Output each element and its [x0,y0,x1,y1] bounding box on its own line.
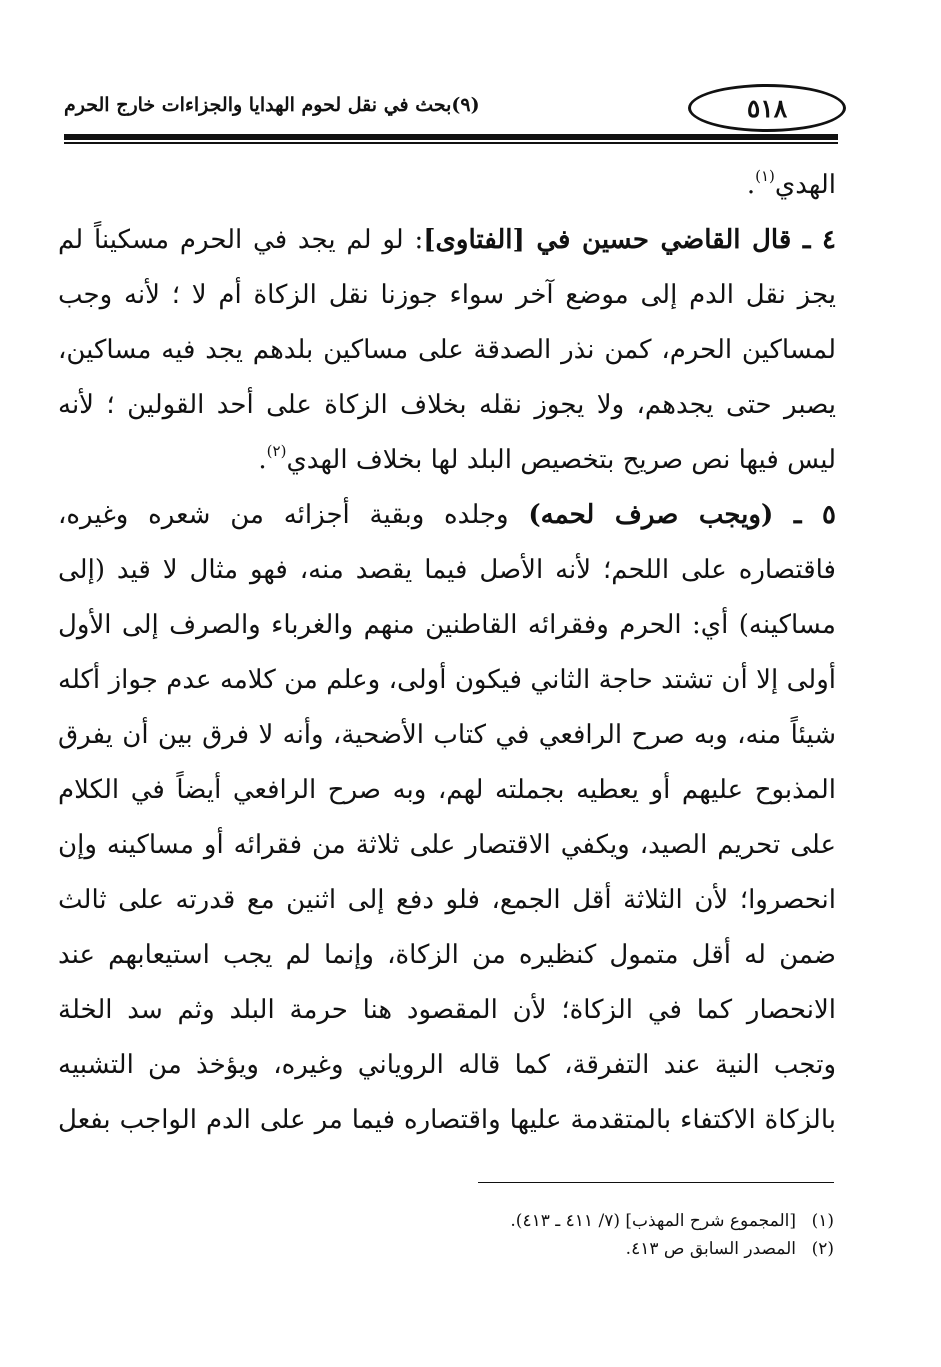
footnote [300,1235,834,1263]
text-line: انحصروا؛ لأن الثلاثة أقل الجمع، فلو دفع إلى اثنين مع قدرته على ثالث [58,885,836,915]
footnote-separator [478,1182,834,1183]
footnote-number: (١) [811,1211,834,1231]
text-line [58,433,836,488]
footnote-text: المصدر السابق ص ٤١٣. [625,1239,796,1259]
text-line: على تحريم الصيد، ويكفي الاقتصار على ثلاثة من فقرائه أو مساكينه وإن [58,830,836,860]
text-run: : لو لم يجد في الحرم مسكيناً لم [58,225,424,255]
page-number: ٥١٨ [688,84,846,132]
text-line [58,213,836,268]
section-heading: ٥ ـ (ويجب صرف لحمه) [528,500,836,530]
footnote-number: (٢) [811,1239,834,1259]
header-rule-thin [64,142,838,144]
text-line [58,158,836,213]
text-run: ليس فيها نص صريح بتخصيص البلد لها بخلاف الهدي [286,445,836,475]
text-line: مساكينه) أي: الحرم وفقرائه القاطنين منهم والغرباء والصرف إلى الأول [58,610,836,640]
footnote-ref: (١) [755,167,775,185]
text-line: الانحصار كما في الزكاة؛ لأن المقصود هنا حرمة البلد وثم سد الخلة [58,995,836,1025]
text-line: المذبوح عليهم أو يعطيه بجملته لهم، وبه صرح الرافعي أيضاً في الكلام [58,775,836,805]
text-line: ضمن له أقل متمول كنظيره من الزكاة، وإنما لم يجب استيعابهم عند [58,940,836,970]
text-run: . [258,445,267,475]
text-line: شيئاً منه، وبه صرح الرافعي في كتاب الأضحية، وأنه لا فرق بين أن يفرق [58,720,836,750]
footnotes [300,1207,834,1263]
text-line: بالزكاة الاكتفاء بالمتقدمة عليها واقتصاره فيما مر على الدم الواجب بفعل [58,1105,836,1135]
footnote [300,1207,834,1235]
main-text [58,158,836,1148]
section-heading: ٤ ـ قال القاضي حسين في [الفتاوى] [423,225,836,255]
text-line: وتجب النية عند التفرقة، كما قاله الروياني وغيره، ويؤخذ من التشبيه [58,1050,836,1080]
header-rule-thick [64,134,838,140]
running-title: (٩)بحث في نقل لحوم الهدايا والجزاءات خارج الحرم [64,94,480,116]
footnote-text: [المجموع شرح المهذب] (٧/ ٤١١ ـ ٤١٣). [510,1211,796,1231]
footnote-ref: (٢) [266,442,287,460]
text-line: أولى إلا أن تشتد حاجة الثاني فيكون أولى، وعلم من كلامه عدم جواز أكله [58,665,836,695]
text-line: يصبر حتى يجدهم، ولا يجوز نقله بخلاف الزكاة على أحد القولين ؛ لأنه [58,390,836,420]
text-line [58,488,836,543]
text-line: لمساكين الحرم، كمن نذر الصدقة على مساكين بلدهم يجد فيه مساكين، [58,335,836,365]
text-line: فاقتصاره على اللحم؛ لأنه الأصل فيما يقصد منه، فهو مثال لا قيد (إلى [58,555,836,585]
text-line: يجز نقل الدم إلى موضع آخر سواء جوزنا نقل الزكاة أم لا ؛ لأنه وجب [58,280,836,310]
text-run: وجلده وبقية أجزائه من شعره وغيره، [58,500,529,530]
text-run: . [746,170,756,200]
text-run: الهدي [774,170,836,200]
page-header [64,84,838,144]
